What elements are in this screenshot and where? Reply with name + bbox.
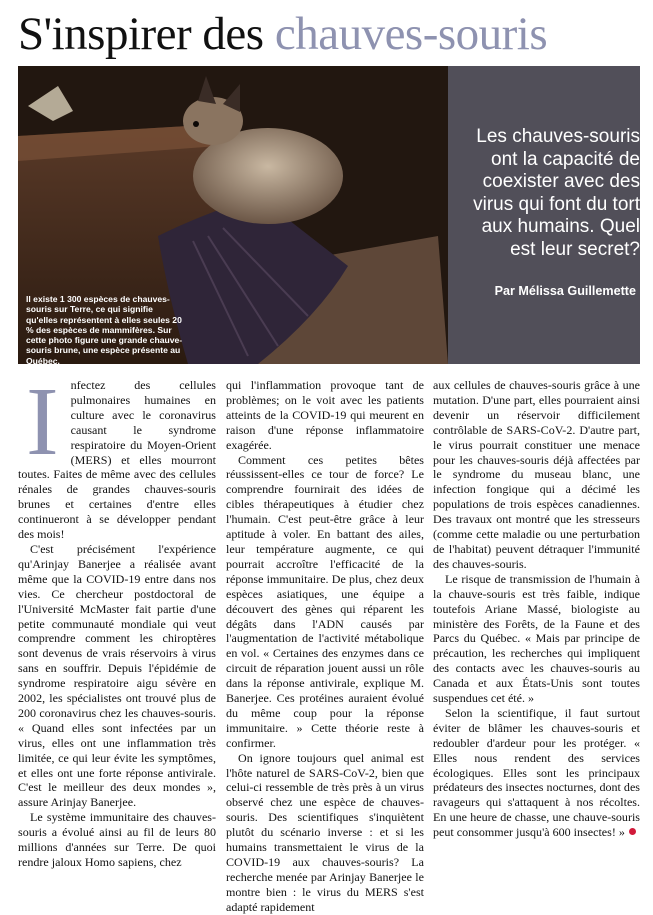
bat-eye (193, 121, 199, 127)
body-column-3 (433, 378, 640, 840)
deck-panel (448, 66, 640, 364)
body-column-2 (226, 378, 424, 914)
headline-part1: S'inspirer des (18, 8, 275, 60)
paragraph-text: Selon la scientifique, il faut surtout éviter de blâmer les chauves-souris et redoubler d'ardeur pour les protéger. « Elles nous rendent des services écologiques. Elles sont les principaux prédateurs des insectes nocturnes, dont des ravageurs qui s'attaquent à nos récoltes. En une heure de chasse, une chauve-souris peut consommer jusqu'à 600 insectes! » (433, 705, 640, 840)
photo-caption: Il existe 1 300 espèces de chauves-souris sur Terre, ce qui signifie qu'elles représentent à elles seules 20 % des espèces de mammifères. Sur cette photo figure une grande chauve-souris brune, une espèce présente au Québec. (26, 294, 183, 366)
byline: Par Mélissa Guillemette (494, 284, 636, 298)
deck-text: Les chauves-souris ont la capacité de coexister avec des virus qui font du tort aux humains. Quel est leur secret? (473, 126, 640, 260)
paragraph: C'est précisément l'expérience qu'Arinjay Banerjee a réalisée avant même que la COVID-19 entre dans nos vies. Ce chercheur postdoctoral de l'Université McMaster fait partie d'une petite communauté mondiale qui veut comprendre comment les chiroptères sont devenus de vrais réservoirs à virus sans en souffrir. Depuis l'épidémie de syndrome respiratoire aigu sévère en 2002, les spécialistes ont trouvé plus de 200 coronavirus chez les chauves-souris. « Quand elles sont infectées par un virus, elles ont une inflammation très limitée, ce qui leur évite les symptômes, et elles ont une forte réponse antivirale. C'est le meilleur des deux mondes », assure Arinjay Banerjee. (18, 541, 216, 810)
body-column-1 (18, 368, 216, 869)
paragraph (433, 706, 640, 840)
paragraph: nfectez des cellules pulmonaires humaines en culture avec le coronavirus causant le syndrome respiratoire du Moyen-Orient (MERS) et elles mourront toutes. Faites de même avec des cellules rénales de grandes chauves-souris brunes et certaines d'entre elles continueront à se développer pendant des mois! (18, 378, 216, 542)
drop-cap: I (26, 368, 59, 476)
paragraph: aux cellules de chauves-souris grâce à une mutation. D'une part, elles pourraient ainsi devenir un réservoir difficilement contrôlable de SARS-CoV-2. D'autre part, le virus pourrait constituer une menace pour les chauves-souris déjà affectées par le syndrome du museau blanc, une infection fongique qui a décimé les populations de trois espèces canadiennes. Des travaux ont montré que les stresseurs (comme cette maladie ou une perturbation de l'habitat) peuvent détraquer l'immunité des chauves-souris. (433, 378, 640, 571)
headline (18, 8, 638, 60)
end-mark-icon (629, 828, 636, 835)
paragraph: Comment ces petites bêtes réussissent-elles ce tour de force? Le comprendre fournirait des idées de cibles thérapeutiques à étudier chez l'humain. C'est peut-être grâce à leur aptitude à voler. En battant des ailes, leur température augmente, ce qui pourrait accroître l'efficacité de la réponse immunitaire. De plus, chez deux espèces asiatiques, une équipe a découvert des gènes qui réparent les dégâts dans l'ADN causés par l'augmentation de l'activité métabolique en vol. « Certaines des enzymes dans ce circuit de réparation jouent aussi un rôle dans la réponse antivirale, explique M. Banerjee. Ces protéines auraient évolué du même coup pour la réponse immunitaire. » Cette théorie reste à confirmer. (226, 452, 424, 750)
paragraph: Le système immunitaire des chauves-souris a évolué ainsi au fil de leurs 80 millions d'années sur Terre. De quoi rendre jaloux Homo sapiens, chez (18, 810, 216, 869)
headline-part2: chauves-souris (274, 8, 548, 60)
paragraph: Le risque de transmission de l'humain à la chauve-souris est très faible, indique toutefois Ariane Massé, biologiste au ministère des Forêts, de la Faune et des Parcs du Québec. « Mais par principe de précaution, les recherches qui impliquent des contacts avec les chauves-souris au Canada et aux États-Unis sont toutes suspendues cet été. » (433, 571, 640, 706)
paragraph: On ignore toujours quel animal est l'hôte naturel de SARS-CoV-2, bien que celui-ci ressemble de très près à un virus observé chez une espèce de chauves-souris. Des scientifiques s'inquiètent plutôt du scénario inverse : et si les humains transmettaient le virus de la COVID-19 aux chauves-souris? La recherche menée par Arinjay Banerjee le montre bien : le virus du MERS s'est adapté rapidement (226, 750, 424, 914)
paragraph: qui l'inflammation provoque tant de problèmes; on le voit avec les patients atteints de la COVID-19 qui meurent en raison d'une réponse inflammatoire exagérée. (226, 378, 424, 452)
